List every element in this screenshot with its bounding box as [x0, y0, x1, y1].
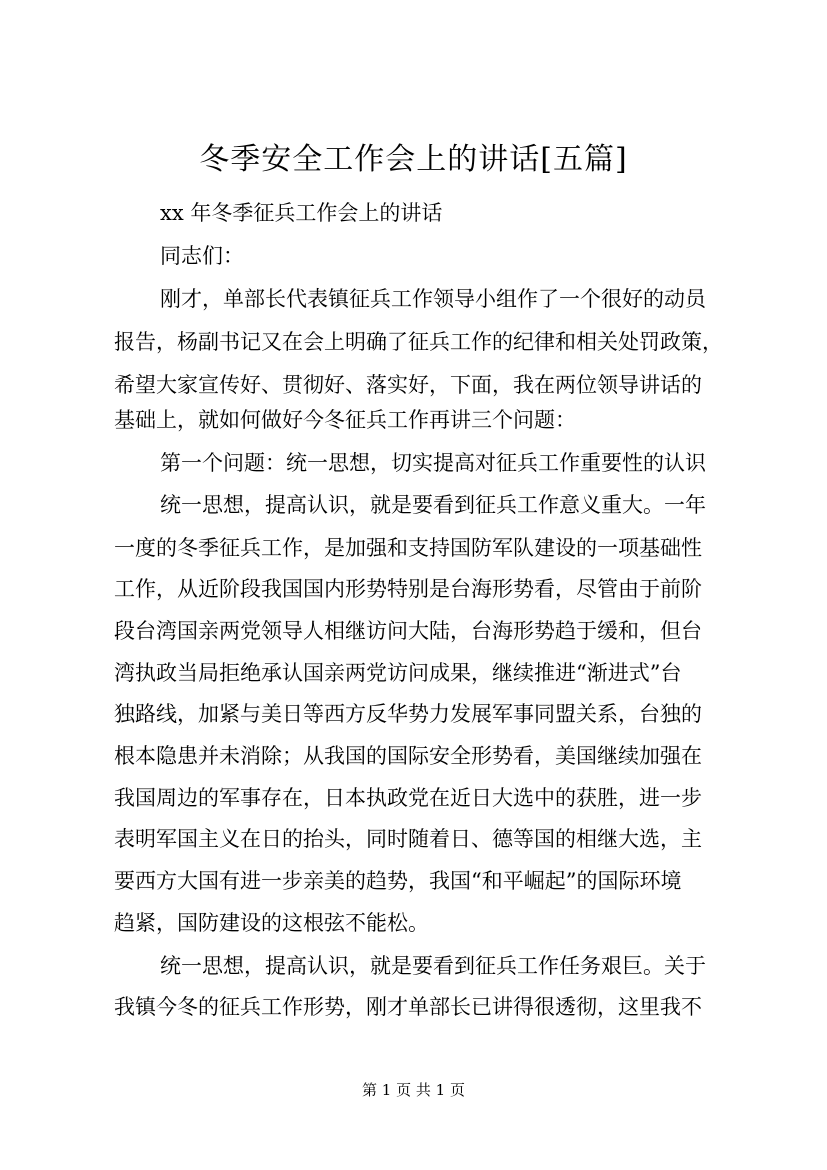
paragraph-line: 湾执政当局拒绝承认国亲两党访问成果，继续推进“渐进式”台: [114, 661, 682, 685]
paragraph-line: 同志们：: [160, 244, 244, 268]
paragraph-line: 报告，杨副书记又在会上明确了征兵工作的纪律和相关处罚政策，: [114, 330, 723, 354]
paragraph-line: 希望大家宣传好、贯彻好、落实好，下面，我在两位领导讲话的: [114, 373, 702, 397]
paragraph-line: 我镇今冬的征兵工作形势，刚才单部长已讲得很透彻，这里我不: [114, 995, 702, 1019]
paragraph-line: 刚才，单部长代表镇征兵工作领导小组作了一个很好的动员: [160, 287, 706, 311]
paragraph-line: 基础上，就如何做好今冬征兵工作再讲三个问题：: [114, 408, 576, 432]
section-heading: 第一个问题：统一思想，切实提高对征兵工作重要性的认识: [160, 451, 706, 475]
paragraph-line: 统一思想，提高认识，就是要看到征兵工作任务艰巨。关于: [160, 954, 706, 978]
paragraph-line: 工作，从近阶段我国国内形势特别是台海形势看，尽管由于前阶: [114, 577, 702, 601]
document-title: 冬季安全工作会上的讲话[五篇]: [199, 142, 628, 177]
page-footer: 第 1 页 共 1 页: [362, 1081, 465, 1099]
paragraph-line: 我国周边的军事存在，日本执政党在近日大选中的获胜，进一步: [114, 786, 702, 810]
paragraph-line: 段台湾国亲两党领导人相继访问大陆，台海形势趋于缓和，但台: [114, 619, 702, 643]
paragraph-line: 统一思想，提高认识，就是要看到征兵工作意义重大。一年: [160, 493, 706, 517]
paragraph-line: 趋紧，国防建设的这根弦不能松。: [114, 911, 429, 935]
paragraph-line: 根本隐患并未消除；从我国的国际安全形势看，美国继续加强在: [114, 744, 702, 768]
paragraph-line: 一度的冬季征兵工作，是加强和支持国防军队建设的一项基础性: [114, 536, 702, 560]
paragraph-line: 表明军国主义在日的抬头，同时随着日、德等国的相继大选，主: [114, 827, 702, 851]
paragraph-line: 要西方大国有进一步亲美的趋势，我国“和平崛起”的国际环境: [114, 869, 682, 893]
paragraph-line: 独路线，加紧与美日等西方反华势力发展军事同盟关系，台独的: [114, 702, 702, 726]
paragraph-line: xx 年冬季征兵工作会上的讲话: [160, 201, 443, 225]
